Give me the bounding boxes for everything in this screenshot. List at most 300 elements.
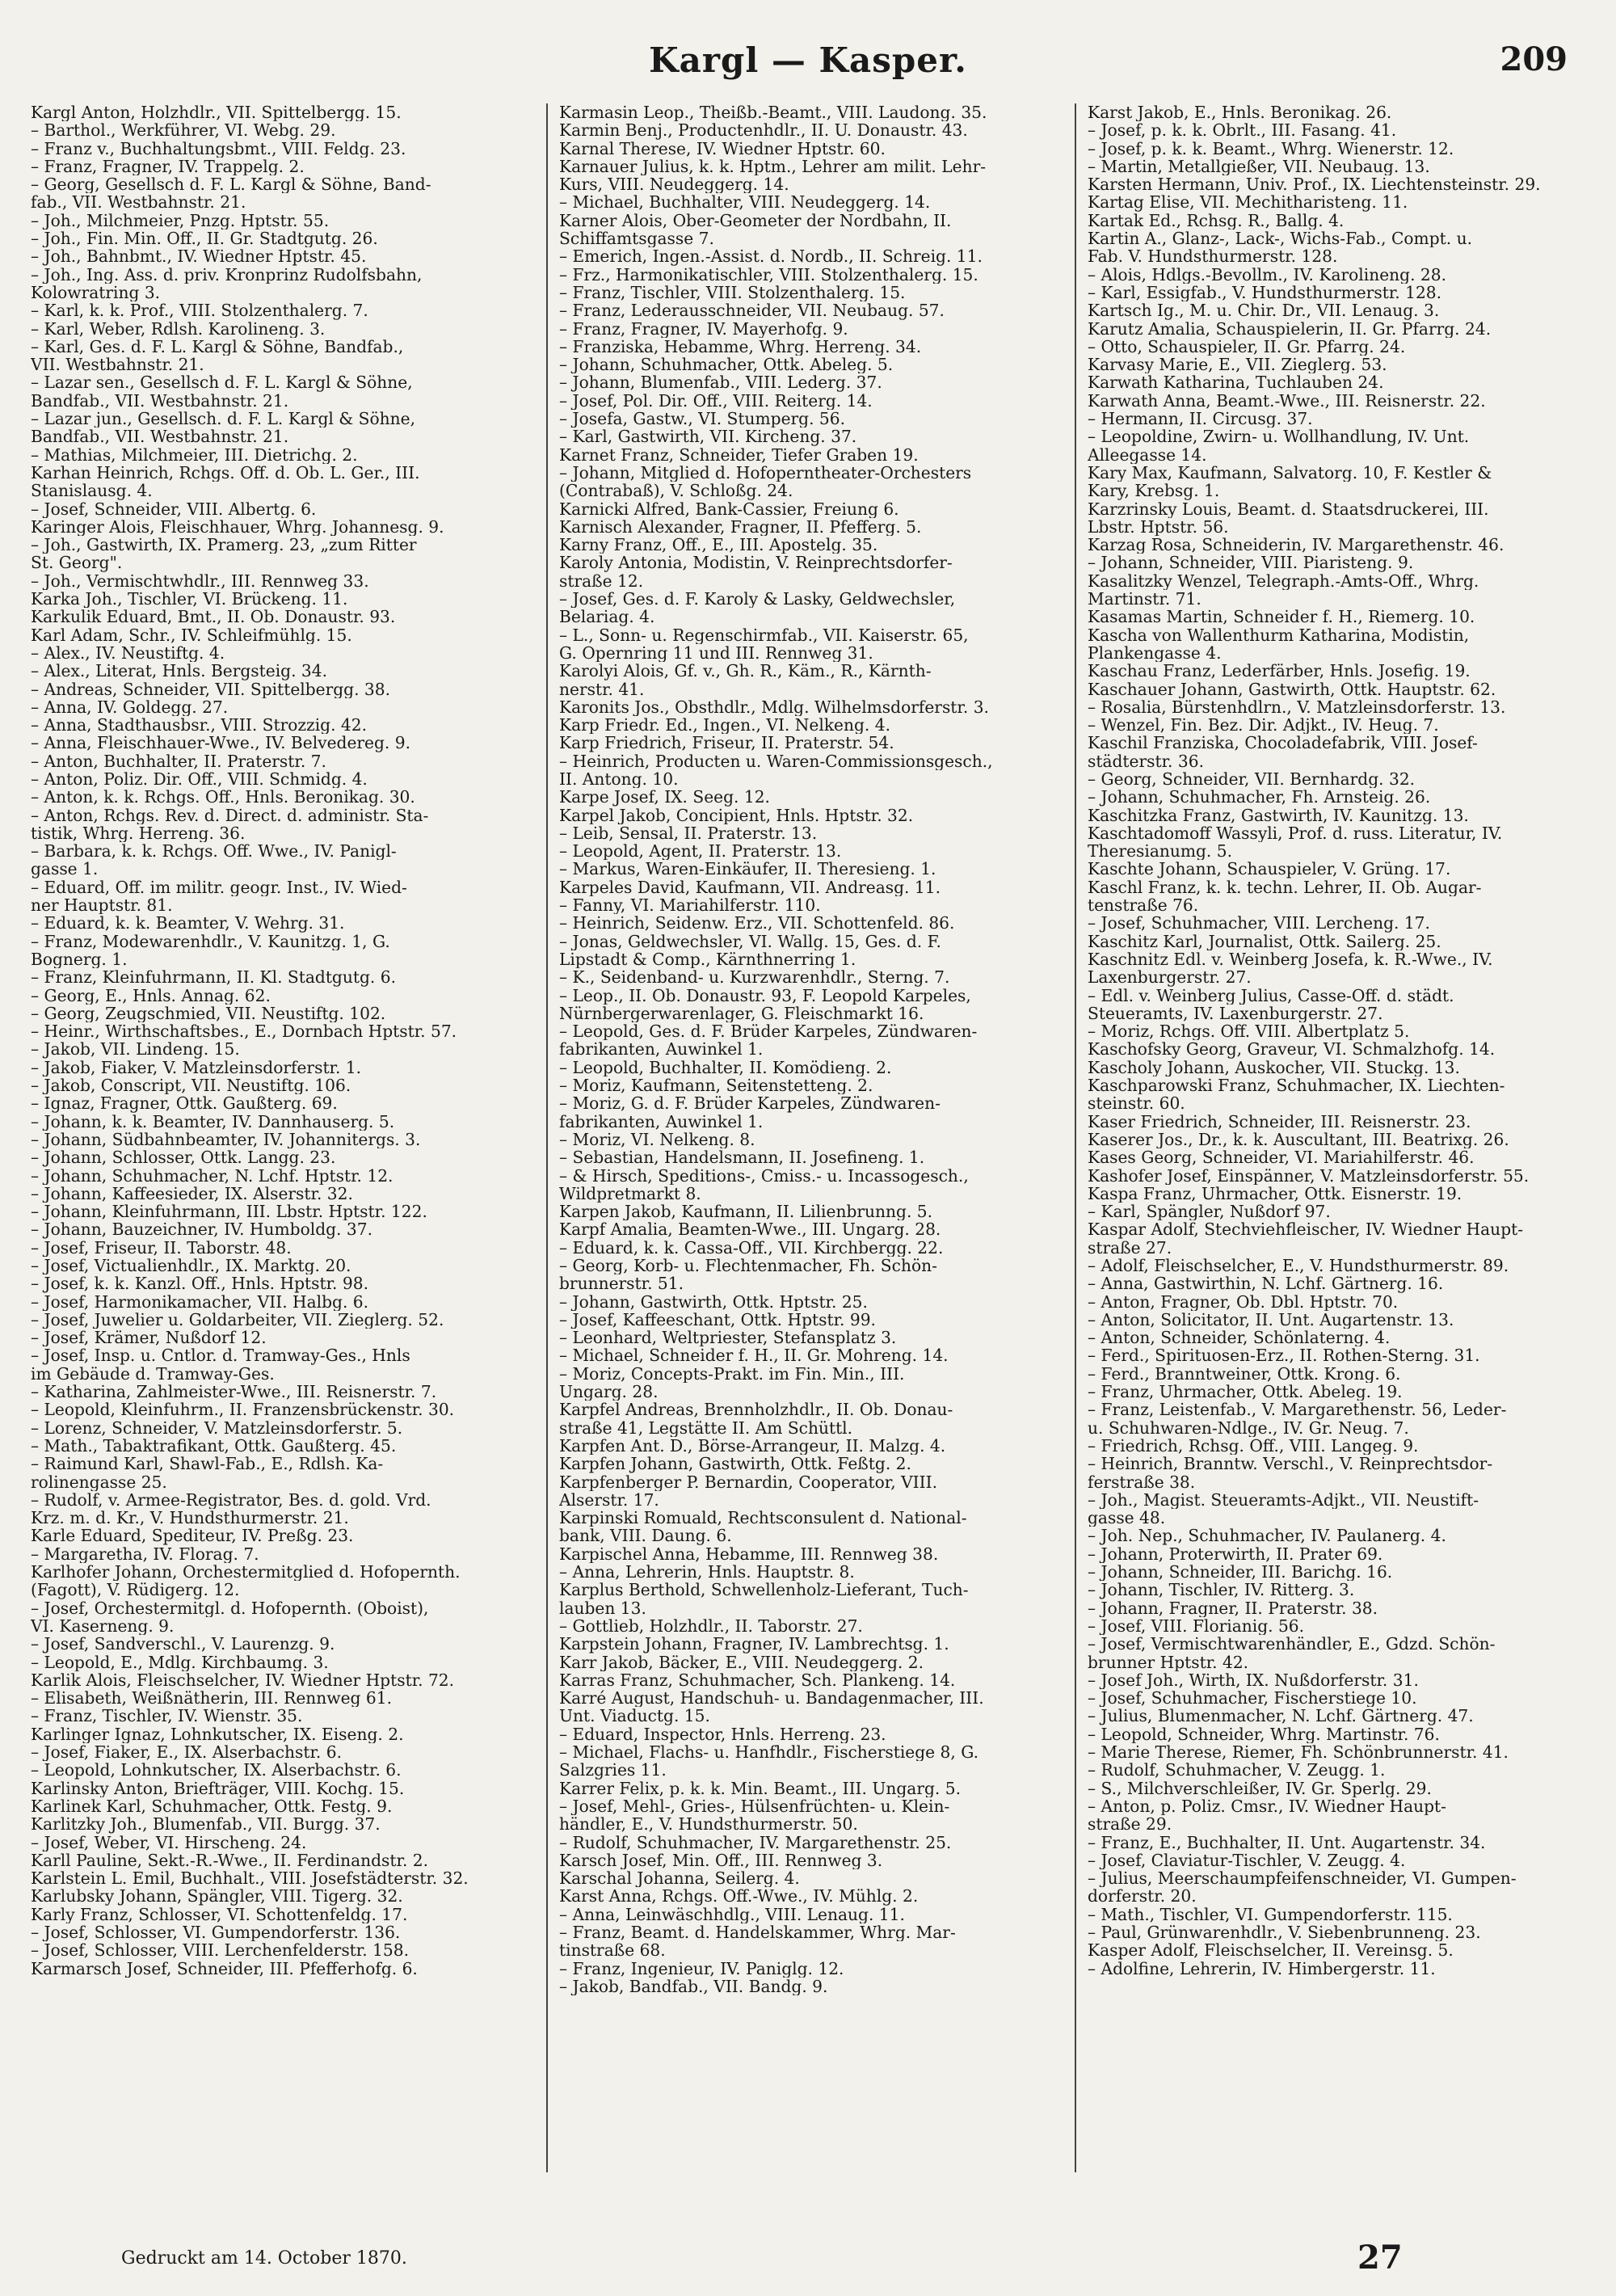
- directory-entry: – Rudolf, v. Armee-Registrator, Bes. d. gold. Vrd.: [31, 1490, 431, 1510]
- directory-entry: städterstr. 36.: [1088, 752, 1204, 770]
- directory-entry: – Johann, Kleinfuhrmann, III. Lbstr. Hptstr. 122.: [31, 1203, 427, 1221]
- directory-entry: – Anna, Lehrerin, Hnls. Hauptstr. 8.: [559, 1563, 855, 1582]
- directory-entry: – Anton, Rchgs. Rev. d. Direct. d. administr. Sta-: [31, 806, 429, 824]
- directory-entry: – Josef, Harmonikamacher, VII. Halbg. 6.: [31, 1292, 369, 1311]
- directory-entry: – Joh., Vermischtwhdlr., III. Rennweg 33.: [31, 571, 369, 591]
- directory-entry: – Julius, Meerschaumpfeifenschneider, VI. Gumpen-: [1088, 1869, 1517, 1888]
- directory-entry: Kascholy Johann, Auskocher, VII. Stuckg. 13.: [1088, 1058, 1460, 1077]
- directory-entry: – Johann, Schuhmacher, N. Lchf. Hptstr. 12.: [31, 1166, 393, 1185]
- directory-entry: – Heinrich, Producten u. Waren-Commissionsgesch.,: [559, 752, 993, 770]
- directory-entry: – Josef, Schuhmacher, VIII. Lercheng. 17.: [1088, 914, 1430, 933]
- directory-entry: – Joh., Magist. Steueramts-Adjkt., VII. Neustift-: [1088, 1490, 1479, 1510]
- directory-entry: – Joh., Milchmeier, Pnzg. Hptstr. 55.: [31, 211, 330, 230]
- directory-entry: Plankengasse 4.: [1088, 643, 1222, 663]
- directory-entry: Karras Franz, Schuhmacher, Sch. Plankeng. 14.: [559, 1670, 956, 1690]
- directory-entry: Karlubsky Johann, Spängler, VIII. Tigerg. 32.: [31, 1887, 403, 1906]
- directory-entry: Bognerg. 1.: [31, 950, 128, 969]
- directory-entry: – Moriz, Rchgs. Off. VIII. Albertplatz 5.: [1088, 1022, 1410, 1041]
- directory-entry: Karlitzky Joh., Blumenfab., VII. Burgg. 37.: [31, 1815, 381, 1834]
- directory-entry: – Lazar sen., Gesellsch d. F. L. Kargl & Söhne,: [31, 373, 413, 392]
- directory-entry: Nürnbergerwarenlager, G. Fleischmarkt 16.: [559, 1004, 924, 1023]
- directory-entry: – Franz, Modewarenhdlr., V. Kaunitzg. 1, G.: [31, 932, 390, 950]
- directory-entry: – Josef, Schuhmacher, Fischerstiege 10.: [1088, 1689, 1417, 1708]
- directory-entry: Kaschparowski Franz, Schuhmacher, IX. Liechten-: [1088, 1076, 1505, 1095]
- directory-entry: nerstr. 41.: [559, 680, 645, 698]
- directory-entry: – Katharina, Zahlmeister-Wwe., III. Reisnerstr. 7.: [31, 1383, 437, 1401]
- directory-entry: – Leopold, E., Mdlg. Kirchbaumg. 3.: [31, 1653, 329, 1671]
- directory-entry: – Edl. v. Weinberg Julius, Casse-Off. d. städt.: [1088, 986, 1454, 1005]
- directory-entry: – & Hirsch, Speditions-, Cmiss.- u. Incassogesch.,: [559, 1166, 969, 1185]
- directory-entry: Karly Franz, Schlosser, VI. Schottenfeldg. 17.: [31, 1905, 408, 1923]
- directory-entry: Karzrinsky Louis, Beamt. d. Staatsdruckerei, III.: [1088, 499, 1489, 518]
- directory-entry: ner Hauptstr. 81.: [31, 896, 173, 915]
- directory-column-2: [559, 103, 1062, 2189]
- directory-entry: – Leopold, Kleinfuhrm., II. Franzensbrückenstr. 30.: [31, 1401, 455, 1419]
- directory-entry: Bandfab., VII. Westbahnstr. 21.: [31, 391, 289, 411]
- directory-entry: – Math., Tabaktrafikant, Ottk. Gaußterg. 45.: [31, 1436, 397, 1456]
- directory-entry: (Fagott), V. Rüdigerg. 12.: [31, 1581, 240, 1599]
- directory-entry: – Johann, Kaffeesieder, IX. Alserstr. 32.: [31, 1184, 353, 1203]
- directory-entry: tinstraße 68.: [559, 1941, 666, 1960]
- directory-entry: – Franz, Lederausschneider, VII. Neubaug. 57.: [559, 301, 945, 320]
- directory-entry: Karmarsch Josef, Schneider, III. Pfefferhofg. 6.: [31, 1959, 418, 1978]
- directory-entry: Karpeles David, Kaufmann, VII. Andreasg. 11.: [559, 878, 941, 897]
- directory-entry: Kaschnitz Edl. v. Weinberg Josefa, k. R.-Wwe., IV.: [1088, 950, 1493, 969]
- directory-entry: – Joh., Ing. Ass. d. priv. Kronprinz Rudolfsbahn,: [31, 265, 423, 284]
- directory-entry: – Wenzel, Fin. Bez. Dir. Adjkt., IV. Heug. 7.: [1088, 716, 1439, 735]
- directory-entry: Steueramts, IV. Laxenburgerstr. 27.: [1088, 1004, 1383, 1023]
- directory-entry: – Barbara, k. k. Rchgs. Off. Wwe., IV. Panigl-: [31, 842, 397, 861]
- directory-entry: – Lazar jun., Gesellsch. d. F. L. Kargl & Söhne,: [31, 410, 415, 428]
- directory-entry: – Michael, Schneider f. H., II. Gr. Mohreng. 14.: [559, 1346, 949, 1365]
- directory-entry: – Johann, Bauzeichner, IV. Humboldg. 37.: [31, 1220, 372, 1239]
- directory-entry: Wildpretmarkt 8.: [559, 1184, 701, 1203]
- directory-entry: Stanislausg. 4.: [31, 482, 153, 500]
- directory-entry: Karwath Anna, Beamt.-Wwe., III. Reisnerstr. 22.: [1088, 391, 1486, 411]
- directory-entry: Ungarg. 28.: [559, 1383, 659, 1401]
- directory-entry: – Moriz, Concepts-Prakt. im Fin. Min., III.: [559, 1364, 905, 1384]
- directory-entry: Kaserer Jos., Dr., k. k. Auscultant, III. Beatrixg. 26.: [1088, 1130, 1509, 1149]
- directory-entry: Kartag Elise, VII. Mechitharisteng. 11.: [1088, 193, 1408, 212]
- directory-entry: – Eduard, k. k. Beamter, V. Wehrg. 31.: [31, 914, 345, 933]
- directory-entry: Kaschte Johann, Schauspieler, V. Grüng. 17.: [1088, 860, 1451, 878]
- directory-entry: – Johann, Proterwirth, II. Prater 69.: [1088, 1544, 1383, 1564]
- directory-entry: – Josef, Fiaker, E., IX. Alserbachstr. 6.: [31, 1743, 343, 1762]
- directory-entry: Karrer Felix, p. k. k. Min. Beamt., III. Ungarg. 5.: [559, 1779, 961, 1797]
- directory-entry: – K., Seidenband- u. Kurzwarenhdlr., Sterng. 7.: [559, 968, 950, 987]
- directory-entry: Kaschitz Karl, Journalist, Ottk. Sailerg. 25.: [1088, 932, 1441, 950]
- directory-entry: Karr Jakob, Bäcker, E., VIII. Neudeggerg. 2.: [559, 1653, 924, 1671]
- directory-entry: – Josef, Schneider, VIII. Albertg. 6.: [31, 499, 317, 518]
- directory-entry: Kasamas Martin, Schneider f. H., Riemerg. 10.: [1088, 608, 1475, 626]
- directory-entry: – Heinrich, Seidenw. Erz., VII. Schottenfeld. 86.: [559, 914, 955, 933]
- directory-entry: – Josef, Mehl-, Gries-, Hülsenfrüchten- u. Klein-: [559, 1797, 950, 1816]
- directory-entry: – Franz, Tischler, IV. Wienstr. 35.: [31, 1707, 303, 1725]
- directory-entry: – Frz., Harmonikatischler, VIII. Stolzenthalerg. 15.: [559, 265, 978, 284]
- directory-entry: II. Antong. 10.: [559, 769, 679, 789]
- directory-entry: – Josef, Schlosser, VIII. Lerchenfelderstr. 158.: [31, 1941, 410, 1960]
- directory-entry: – Leopoldine, Zwirn- u. Wollhandlung, IV. Unt.: [1088, 428, 1470, 446]
- directory-entry: – Leonhard, Weltpriester, Stefansplatz 3.: [559, 1329, 897, 1347]
- directory-entry: gasse 48.: [1088, 1509, 1166, 1527]
- directory-entry: – Karl, Ges. d. F. L. Kargl & Söhne, Bandfab.,: [31, 337, 404, 356]
- directory-entry: Karvasy Marie, E., VII. Zieglerg. 53.: [1088, 356, 1387, 374]
- directory-entry: – Eduard, k. k. Cassa-Off., VII. Kirchbergg. 22.: [559, 1238, 944, 1257]
- directory-entry: Lbstr. Hptstr. 56.: [1088, 517, 1229, 537]
- directory-entry: – Paul, Grünwarenhdlr., V. Siebenbrunneng. 23.: [1088, 1923, 1481, 1942]
- directory-entry: Karlinek Karl, Schuhmacher, Ottk. Festg. 9.: [31, 1797, 393, 1816]
- directory-entry: – Josef, Victualienhdlr., IX. Marktg. 20.: [31, 1257, 351, 1275]
- directory-entry: – Josef, Krämer, Nußdorf 12.: [31, 1329, 267, 1347]
- directory-entry: Karutz Amalia, Schauspielerin, II. Gr. Pfarrg. 24.: [1088, 319, 1492, 338]
- directory-entry: Kary Max, Kaufmann, Salvatorg. 10, F. Kestler &: [1088, 463, 1492, 482]
- directory-entry: Karle Eduard, Spediteur, IV. Preßg. 23.: [31, 1527, 354, 1545]
- directory-entry: – Math., Tischler, VI. Gumpendorferstr. 115.: [1088, 1905, 1453, 1923]
- directory-entry: – Georg, Korb- u. Flechtenmacher, Fh. Schön-: [559, 1257, 937, 1275]
- directory-entry: – Josef, Vermischtwarenhändler, E., Gdzd. Schön-: [1088, 1635, 1496, 1654]
- directory-entry: Karst Anna, Rchgs. Off.-Wwe., IV. Mühlg. 2.: [559, 1887, 919, 1906]
- directory-entry: – Julius, Blumenmacher, N. Lchf. Gärtnerg. 47.: [1088, 1707, 1474, 1725]
- directory-entry: Karner Alois, Ober-Geometer der Nordbahn, II.: [559, 211, 952, 230]
- directory-entry: – Alex., IV. Neustiftg. 4.: [31, 643, 225, 663]
- directory-entry: Krz. m. d. Kr., V. Hundsthurmerstr. 21.: [31, 1509, 349, 1527]
- directory-entry: – Franz, Tischler, VIII. Stolzenthalerg. 15.: [559, 283, 906, 302]
- directory-entry: Karré August, Handschuh- u. Bandagenmacher, III.: [559, 1689, 984, 1708]
- directory-entry: – Josef, Schlosser, VI. Gumpendorferstr. 136.: [31, 1923, 401, 1942]
- directory-entry: Belariag. 4.: [559, 608, 655, 626]
- directory-entry: Kaschtadomoff Wassyli, Prof. d. russ. Literatur, IV.: [1088, 824, 1503, 843]
- directory-entry: – Eduard, Off. im militr. geogr. Inst., IV. Wied-: [31, 878, 407, 897]
- directory-entry: – Franziska, Hebamme, Whrg. Herreng. 34.: [559, 337, 922, 356]
- directory-entry: – Josef, Sandverschl., V. Laurenzg. 9.: [31, 1635, 335, 1654]
- directory-entry: – Josef, Friseur, II. Taborstr. 48.: [31, 1238, 292, 1257]
- directory-entry: – Josef, Ges. d. F. Karoly & Lasky, Geldwechsler,: [559, 590, 956, 609]
- directory-entry: – Johann, Schneider, III. Barichg. 16.: [1088, 1563, 1393, 1582]
- directory-entry: Kaschau Franz, Lederfärber, Hnls. Josefig. 19.: [1088, 662, 1471, 680]
- directory-entry: G. Opernring 11 und III. Rennweg 31.: [559, 643, 873, 663]
- directory-entry: – Johann, Gastwirth, Ottk. Hptstr. 25.: [559, 1292, 868, 1311]
- directory-entry: – Josef, p. k. k. Beamt., Whrg. Wienerstr. 12.: [1088, 139, 1454, 158]
- directory-entry: Karpstein Johann, Fragner, IV. Lambrechtsg. 1.: [559, 1635, 949, 1654]
- directory-entry: im Gebäude d. Tramway-Ges.: [31, 1364, 275, 1384]
- directory-entry: Kartin A., Glanz-, Lack-, Wichs-Fab., Compt. u.: [1088, 230, 1472, 248]
- directory-entry: – Ferd., Branntweiner, Ottk. Krong. 6.: [1088, 1364, 1401, 1384]
- directory-entry: Karl Adam, Schr., IV. Schleifmühlg. 15.: [31, 626, 352, 644]
- directory-entry: – Leop., II. Ob. Donaustr. 93, F. Leopold Karpeles,: [559, 986, 971, 1005]
- directory-entry: Karlhofer Johann, Orchestermitglied d. Hofopernth.: [31, 1563, 461, 1582]
- directory-entry: Kasalitzky Wenzel, Telegraph.-Amts-Off., Whrg.: [1088, 571, 1479, 591]
- directory-entry: Karpfel Andreas, Brennholzhdlr., II. Ob. Donau-: [559, 1401, 953, 1419]
- directory-entry: – Emerich, Ingen.-Assist. d. Nordb., II. Schreig. 11.: [559, 247, 983, 266]
- directory-entry: straße 41, Legstätte II. Am Schüttl.: [559, 1418, 853, 1437]
- directory-entry: – Josefa, Gastw., VI. Stumperg. 56.: [559, 410, 846, 428]
- directory-entry: Karkulik Eduard, Bmt., II. Ob. Donaustr. 93.: [31, 608, 396, 626]
- directory-entry: Karnet Franz, Schneider, Tiefer Graben 19.: [559, 445, 919, 464]
- directory-entry: gasse 1.: [31, 860, 99, 878]
- directory-entry: – Anna, Leinwäschhdlg., VIII. Lenaug. 11.: [559, 1905, 905, 1923]
- directory-column-3: [1088, 103, 1590, 2189]
- directory-entry: – Franz v., Buchhaltungsbmt., VIII. Feldg. 23.: [31, 139, 406, 158]
- directory-entry: – Karl, Essigfab., V. Hundsthurmerstr. 128.: [1088, 283, 1442, 302]
- directory-entry: – Lorenz, Schneider, V. Matzleinsdorferstr. 5.: [31, 1418, 403, 1437]
- directory-entry: Karpe Josef, IX. Seeg. 12.: [559, 788, 770, 807]
- directory-entry: – Karl, Spängler, Nußdorf 97.: [1088, 1203, 1331, 1221]
- directory-entry: (Contrabaß), V. Schloßg. 24.: [559, 482, 793, 500]
- directory-entry: straße 27.: [1088, 1238, 1172, 1257]
- directory-entry: – Moriz, G. d. F. Brüder Karpeles, Zündwaren-: [559, 1094, 941, 1113]
- directory-entry: – Anton, Solicitator, II. Unt. Augartenstr. 13.: [1088, 1310, 1454, 1329]
- directory-entry: – Anton, k. k. Rchgs. Off., Hnls. Beronikag. 30.: [31, 788, 415, 807]
- directory-entry: Karny Franz, Off., E., III. Apostelg. 35.: [559, 536, 878, 554]
- directory-entry: Kasper Adolf, Fleischselcher, II. Vereinsg. 5.: [1088, 1941, 1454, 1960]
- directory-entry: tistik, Whrg. Herreng. 36.: [31, 824, 246, 843]
- directory-entry: – Jakob, Conscript, VII. Neustiftg. 106.: [31, 1076, 351, 1095]
- directory-entry: – Moriz, Kaufmann, Seitenstetteng. 2.: [559, 1076, 873, 1095]
- directory-entry: VII. Westbahnstr. 21.: [31, 356, 204, 374]
- directory-entry: – Anton, Fragner, Ob. Dbl. Hptstr. 70.: [1088, 1292, 1399, 1311]
- directory-entry: – Gottlieb, Holzhdlr., II. Taborstr. 27.: [559, 1616, 863, 1636]
- directory-entry: – Josef, k. k. Kanzl. Off., Hnls. Hptstr. 98.: [31, 1274, 368, 1293]
- directory-entry: Karoly Antonia, Modistin, V. Reinprechtsdorfer-: [559, 554, 953, 572]
- directory-entry: – Johann, Schuhmacher, Fh. Arnsteig. 26.: [1088, 788, 1431, 807]
- directory-entry: – Johann, Mitglied d. Hofoperntheater-Orchesters: [559, 463, 972, 482]
- directory-entry: – Sebastian, Handelsmann, II. Josefineng. 1.: [559, 1148, 925, 1167]
- directory-column-1: [31, 103, 533, 2189]
- directory-entry: Kases Georg, Schneider, VI. Mariahilferstr. 46.: [1088, 1148, 1475, 1167]
- directory-entry: – Leopold, Buchhalter, II. Komödieng. 2.: [559, 1058, 892, 1077]
- directory-entry: – Jonas, Geldwechsler, VI. Wallg. 15, Ges. d. F.: [559, 932, 941, 950]
- directory-entry: – Friedrich, Rchsg. Off., VIII. Langeg. 9.: [1088, 1436, 1419, 1456]
- directory-entry: – Rudolf, Schuhmacher, IV. Margarethenstr. 25.: [559, 1833, 952, 1852]
- directory-entry: Karlik Alois, Fleischselcher, IV. Wiedner Hptstr. 72.: [31, 1670, 455, 1690]
- page-number: 209: [1500, 40, 1568, 78]
- directory-entry: – Raimund Karl, Shawl-Fab., E., Rdlsh. Ka-: [31, 1455, 384, 1473]
- directory-entry: – Hermann, II. Circusg. 37.: [1088, 410, 1313, 428]
- directory-entry: Theresianumg. 5.: [1088, 842, 1233, 861]
- directory-entry: Karlinger Ignaz, Lohnkutscher, IX. Eiseng. 2.: [31, 1725, 404, 1744]
- directory-entry: – Eduard, Inspector, Hnls. Herreng. 23.: [559, 1725, 886, 1744]
- directory-entry: – Johann, k. k. Beamter, IV. Dannhauserg. 5.: [31, 1112, 395, 1131]
- directory-entry: – Johann, Schneider, VIII. Piaristeng. 9.: [1088, 554, 1414, 572]
- directory-entry: Unt. Viaductg. 15.: [559, 1707, 710, 1725]
- directory-entry: steinstr. 60.: [1088, 1094, 1185, 1113]
- directory-entry: Martinstr. 71.: [1088, 590, 1201, 609]
- directory-entry: – Johann, Fragner, II. Praterstr. 38.: [1088, 1599, 1378, 1617]
- directory-entry: Karolyi Alois, Gf. v., Gh. R., Käm., R., Kärnth-: [559, 662, 932, 680]
- directory-entry: – Franz, Fragner, IV. Trappelg. 2.: [31, 157, 305, 176]
- directory-entry: dorferstr. 20.: [1088, 1887, 1197, 1906]
- directory-columns: [31, 103, 1590, 2189]
- directory-entry: Kaser Friedrich, Schneider, III. Reisnerstr. 23.: [1088, 1112, 1471, 1131]
- directory-entry: – Josef, Insp. u. Cntlor. d. Tramway-Ges., Hnls: [31, 1346, 410, 1365]
- directory-entry: – Franz, Uhrmacher, Ottk. Abeleg. 19.: [1088, 1383, 1403, 1401]
- directory-entry: – Heinr., Wirthschaftsbes., E., Dornbach Hptstr. 57.: [31, 1022, 457, 1041]
- directory-entry: Karp Friedr. Ed., Ingen., VI. Nelkeng. 4.: [559, 716, 891, 735]
- directory-entry: Kary, Krebsg. 1.: [1088, 482, 1220, 500]
- directory-entry: – Johann, Südbahnbeamter, IV. Johannitergs. 3.: [31, 1130, 421, 1149]
- directory-entry: – Josef, Weber, VI. Hirscheng. 24.: [31, 1833, 307, 1852]
- directory-entry: – Michael, Flachs- u. Hanfhdlr., Fischerstiege 8, G.: [559, 1743, 979, 1762]
- directory-entry: Karpel Jakob, Concipient, Hnls. Hptstr. 32.: [559, 806, 914, 824]
- directory-entry: – Rosalia, Bürstenhdlrn., V. Matzleinsdorferstr. 13.: [1088, 697, 1506, 717]
- directory-entry: Karmasin Leop., Theißb.-Beamt., VIII. Laudong. 35.: [559, 103, 987, 122]
- directory-entry: – Georg, Zeugschmied, VII. Neustiftg. 102.: [31, 1004, 386, 1023]
- directory-entry: – Fanny, VI. Mariahilferstr. 110.: [559, 896, 821, 915]
- directory-entry: – Johann, Schuhmacher, Ottk. Abeleg. 5.: [559, 356, 894, 374]
- directory-entry: Kaschl Franz, k. k. techn. Lehrer, II. Ob. Augar-: [1088, 878, 1482, 897]
- directory-entry: – Johann, Schlosser, Ottk. Langg. 23.: [31, 1148, 336, 1167]
- directory-entry: straße 29.: [1088, 1815, 1172, 1834]
- directory-entry: Kashofer Josef, Einspänner, V. Matzleinsdorferstr. 55.: [1088, 1166, 1530, 1185]
- directory-entry: Karst Jakob, E., Hnls. Beronikag. 26.: [1088, 103, 1392, 122]
- directory-entry: – Karl, Gastwirth, VII. Kircheng. 37.: [559, 428, 857, 446]
- directory-entry: – Franz, Beamt. d. Handelskammer, Whrg. Mar-: [559, 1923, 956, 1942]
- directory-entry: ferstraße 38.: [1088, 1472, 1196, 1491]
- signature-mark: 27: [1357, 2239, 1403, 2277]
- directory-entry: Kargl Anton, Holzhdlr., VII. Spittelbergg. 15.: [31, 103, 402, 122]
- directory-entry: fabrikanten, Auwinkel 1.: [559, 1040, 764, 1059]
- directory-entry: Karinger Alois, Fleischhauer, Whrg. Johannesg. 9.: [31, 517, 444, 537]
- directory-entry: – Anna, IV. Goldegg. 27.: [31, 697, 229, 717]
- directory-entry: Karll Pauline, Sekt.-R.-Wwe., II. Ferdinandstr. 2.: [31, 1851, 429, 1870]
- directory-entry: Karka Joh., Tischler, VI. Brückeng. 11.: [31, 590, 348, 609]
- directory-entry: Karsch Josef, Min. Off., III. Rennweg 3.: [559, 1851, 883, 1870]
- directory-entry: fab., VII. Westbahnstr. 21.: [31, 193, 246, 212]
- directory-entry: Kaspar Adolf, Stechviehfleischer, IV. Wiedner Haupt-: [1088, 1220, 1524, 1239]
- directory-entry: Salzgries 11.: [559, 1761, 667, 1780]
- directory-entry: – Marie Therese, Riemer, Fh. Schönbrunnerstr. 41.: [1088, 1743, 1509, 1762]
- directory-entry: – Andreas, Schneider, VII. Spittelbergg. 38.: [31, 680, 391, 698]
- directory-entry: Karnauer Julius, k. k. Hptm., Lehrer am milit. Lehr-: [559, 157, 987, 176]
- directory-entry: brunner Hptstr. 42.: [1088, 1653, 1249, 1671]
- directory-entry: Karwath Katharina, Tuchlauben 24.: [1088, 373, 1384, 392]
- directory-entry: Karpen Jakob, Kaufmann, II. Lilienbrunng. 5.: [559, 1203, 933, 1221]
- directory-entry: Karhan Heinrich, Rchgs. Off. d. Ob. L. Ger., III.: [31, 463, 420, 482]
- directory-entry: – S., Milchverschleißer, IV. Gr. Sperlg. 29.: [1088, 1779, 1432, 1797]
- directory-entry: Karpinski Romuald, Rechtsconsulent d. National-: [559, 1509, 967, 1527]
- directory-entry: – Otto, Schauspieler, II. Gr. Pfarrg. 24.: [1088, 337, 1406, 356]
- directory-entry: – Rudolf, Schuhmacher, V. Zeugg. 1.: [1088, 1761, 1386, 1780]
- directory-entry: – Joh., Gastwirth, IX. Pramerg. 23, „zum Ritter: [31, 536, 417, 554]
- directory-entry: – Josef, Pol. Dir. Off., VIII. Reiterg. 14.: [559, 391, 873, 411]
- directory-entry: Alserstr. 17.: [559, 1490, 659, 1510]
- page-header: [32, 40, 1584, 89]
- directory-entry: – Anton, Poliz. Dir. Off., VIII. Schmidg. 4.: [31, 769, 368, 789]
- directory-entry: Karlstein L. Emil, Buchhalt., VIII. Josefstädterstr. 32.: [31, 1869, 469, 1888]
- directory-entry: Karpf Amalia, Beamten-Wwe., III. Ungarg. 28.: [559, 1220, 941, 1239]
- directory-entry: – Franz, Kleinfuhrmann, II. Kl. Stadtgutg. 6.: [31, 968, 396, 987]
- directory-entry: Karschal Johanna, Seilerg. 4.: [559, 1869, 800, 1888]
- directory-entry: rolinengasse 25.: [31, 1472, 167, 1491]
- directory-entry: – Anton, Schneider, Schönlaterng. 4.: [1088, 1329, 1391, 1347]
- directory-entry: – Leopold, Ges. d. F. Brüder Karpeles, Zündwaren-: [559, 1022, 978, 1041]
- directory-entry: – Josef, p. k. k. Obrlt., III. Fasang. 41.: [1088, 121, 1397, 140]
- directory-entry: – Anna, Fleischhauer-Wwe., IV. Belvedereg. 9.: [31, 734, 411, 752]
- directory-entry: Karnisch Alexander, Fragner, II. Pfefferg. 5.: [559, 517, 922, 537]
- directory-entry: – Jakob, Bandfab., VII. Bandg. 9.: [559, 1977, 828, 1996]
- directory-entry: – Leopold, Lohnkutscher, IX. Alserbachstr. 6.: [31, 1761, 402, 1780]
- page-title: Kargl — Kasper.: [649, 40, 967, 80]
- directory-entry: lauben 13.: [559, 1599, 646, 1617]
- directory-entry: – Margaretha, IV. Florag. 7.: [31, 1544, 259, 1564]
- directory-entry: – Josef Joh., Wirth, IX. Nußdorferstr. 31.: [1088, 1670, 1419, 1690]
- directory-entry: – Georg, Schneider, VII. Bernhardg. 32.: [1088, 769, 1416, 789]
- directory-entry: – Mathias, Milchmeier, III. Dietrichg. 2.: [31, 445, 358, 464]
- directory-entry: Karnal Therese, IV. Wiedner Hptstr. 60.: [559, 139, 886, 158]
- directory-entry: – Karl, k. k. Prof., VIII. Stolzenthalerg. 7.: [31, 301, 368, 320]
- directory-entry: Kaschauer Johann, Gastwirth, Ottk. Hauptstr. 62.: [1088, 680, 1496, 698]
- directory-entry: brunnerstr. 51.: [559, 1274, 684, 1293]
- directory-entry: – Josef, VIII. Florianig. 56.: [1088, 1616, 1305, 1636]
- directory-entry: Karpfenberger P. Bernardin, Cooperator, VIII.: [559, 1472, 937, 1491]
- directory-entry: – Joh., Fin. Min. Off., II. Gr. Stadtgutg. 26.: [31, 230, 378, 248]
- directory-entry: – Franz, Leistenfab., V. Margarethenstr. 56, Leder-: [1088, 1401, 1507, 1419]
- directory-entry: – Johann, Tischler, IV. Ritterg. 3.: [1088, 1581, 1355, 1599]
- directory-entry: Laxenburgerstr. 27.: [1088, 968, 1252, 987]
- directory-entry: Karmin Benj., Productenhdlr., II. U. Donaustr. 43.: [559, 121, 968, 140]
- directory-entry: – Adolfine, Lehrerin, IV. Himbergerstr. 11.: [1088, 1959, 1436, 1978]
- directory-entry: – Joh. Nep., Schuhmacher, IV. Paulanerg. 4.: [1088, 1527, 1446, 1545]
- directory-entry: – Elisabeth, Weißnätherin, III. Rennweg 61.: [31, 1689, 392, 1708]
- directory-entry: Karpfen Johann, Gastwirth, Ottk. Feßtg. 2.: [559, 1455, 911, 1473]
- directory-entry: straße 12.: [559, 571, 644, 591]
- directory-entry: Kaspa Franz, Uhrmacher, Ottk. Eisnerstr. 19.: [1088, 1184, 1462, 1203]
- directory-entry: – Leopold, Schneider, Whrg. Martinstr. 76.: [1088, 1725, 1440, 1744]
- directory-entry: Fab. V. Hundsthurmerstr. 128.: [1088, 247, 1338, 266]
- directory-entry: – Leopold, Agent, II. Praterstr. 13.: [559, 842, 842, 861]
- directory-entry: – Martin, Metallgießer, VII. Neubaug. 13.: [1088, 157, 1430, 176]
- directory-entry: Kurs, VIII. Neudeggerg. 14.: [559, 175, 789, 194]
- directory-entry: – Alois, Hdlgs.-Bevollm., IV. Karolineng. 28.: [1088, 265, 1447, 284]
- directory-entry: tenstraße 76.: [1088, 896, 1199, 915]
- directory-entry: – Ignaz, Fragner, Ottk. Gaußterg. 69.: [31, 1094, 338, 1113]
- directory-entry: Lipstadt & Comp., Kärnthnerring 1.: [559, 950, 856, 969]
- directory-entry: – Josef, Claviatur-Tischler, V. Zeugg. 4.: [1088, 1851, 1406, 1870]
- directory-entry: Karlinsky Anton, Briefträger, VIII. Kochg. 15.: [31, 1779, 405, 1797]
- directory-entry: – Anton, Buchhalter, II. Praterstr. 7.: [31, 752, 326, 770]
- directory-entry: Kascha von Wallenthurm Katharina, Modistin,: [1088, 626, 1470, 644]
- directory-entry: händler, E., V. Hundsthurmerstr. 50.: [559, 1815, 858, 1834]
- directory-entry: – Josef, Juwelier u. Goldarbeiter, VII. Zieglerg. 52.: [31, 1310, 444, 1329]
- directory-entry: – Alex., Literat, Hnls. Bergsteig. 34.: [31, 662, 328, 680]
- directory-entry: Karonits Jos., Obsthdlr., Mdlg. Wilhelmsdorferstr. 3.: [559, 697, 989, 717]
- directory-entry: – Josef, Orchestermitgl. d. Hofopernth. (Oboist),: [31, 1599, 429, 1617]
- directory-entry: – Ferd., Spirituosen-Erz., II. Rothen-Sterng. 31.: [1088, 1346, 1480, 1365]
- directory-entry: Kolowratring 3.: [31, 283, 161, 302]
- directory-entry: – Georg, Gesellsch d. F. L. Kargl & Söhne, Band-: [31, 175, 431, 194]
- directory-entry: – Johann, Blumenfab., VIII. Lederg. 37.: [559, 373, 882, 392]
- directory-entry: – Leib, Sensal, II. Praterstr. 13.: [559, 824, 818, 843]
- directory-entry: – Franz, Ingenieur, IV. Paniglg. 12.: [559, 1959, 844, 1978]
- directory-entry: – Georg, E., Hnls. Annag. 62.: [31, 986, 271, 1005]
- directory-entry: Alleegasse 14.: [1088, 445, 1207, 464]
- directory-entry: – Michael, Buchhalter, VIII. Neudeggerg. 14.: [559, 193, 931, 212]
- directory-entry: – Heinrich, Branntw. Verschl., V. Reinprechtsdor-: [1088, 1455, 1493, 1473]
- directory-entry: bank, VIII. Daung. 6.: [559, 1527, 732, 1545]
- directory-entry: Bandfab., VII. Westbahnstr. 21.: [31, 428, 289, 446]
- directory-entry: St. Georg".: [31, 554, 123, 572]
- directory-entry: u. Schuhwaren-Ndlge., IV. Gr. Neug. 7.: [1088, 1418, 1409, 1437]
- directory-entry: Kartsch Ig., M. u. Chir. Dr., VII. Lenaug. 3.: [1088, 301, 1440, 320]
- directory-entry: Karsten Hermann, Univ. Prof., IX. Liechtensteinstr. 29.: [1088, 175, 1541, 194]
- directory-entry: Kartak Ed., Rchsg. R., Ballg. 4.: [1088, 211, 1345, 230]
- directory-entry: – Barthol., Werkführer, VI. Webg. 29.: [31, 121, 336, 140]
- directory-entry: – Markus, Waren-Einkäufer, II. Theresieng. 1.: [559, 860, 936, 878]
- directory-entry: Karnicki Alfred, Bank-Cassier, Freiung 6.: [559, 499, 899, 518]
- directory-entry: fabrikanten, Auwinkel 1.: [559, 1112, 764, 1131]
- directory-entry: Kaschofsky Georg, Graveur, VI. Schmalzhofg. 14.: [1088, 1040, 1496, 1059]
- directory-entry: – Adolf, Fleischselcher, E., V. Hundsthurmerstr. 89.: [1088, 1257, 1509, 1275]
